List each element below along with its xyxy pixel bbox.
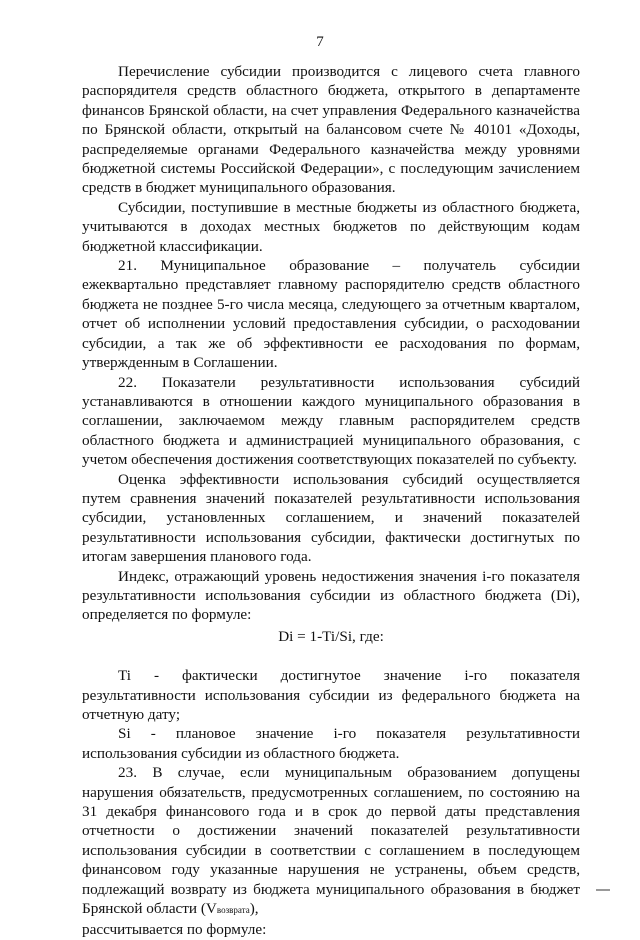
definition-ti: Ti - фактически достигнутое значение i-го показателя результативности использования субсидии из федерального бюджета на отчетную дату; <box>82 667 580 723</box>
paragraph-23 <box>82 763 580 920</box>
formula-di: Di = 1-Ti/Si, где: <box>278 627 384 645</box>
paragraph-index: Индекс, отражающий уровень недостижения значения i-го показателя результативности использования субсидии из областного бюджета (Di), определяется по формуле: <box>82 567 580 624</box>
paragraph-calc: рассчитывается по формуле: <box>82 921 267 939</box>
paragraph-subsidies-accounting: Субсидии, поступившие в местные бюджеты из областного бюджета, учитываются в доходах местных бюджетов по действующим кодам бюджетной классификации. <box>82 198 580 255</box>
paragraph-23-text: 23. В случае, если муниципальным образованием допущены нарушения обязательств, предусмотренных соглашением, по состоянию на 31 декабря финансового года и в срок до первой даты представления отчетности о достижении значений показателей результативности использования субсидии в соответствии с соглашением в последующем финансовом году указанные нарушения не устранены, объем средств, подлежащий возврату из бюджета муниципального образования в бюджет Брянской области (V <box>82 764 580 918</box>
scan-edge-mark <box>596 889 610 891</box>
paragraph-22: 22. Показатели результативности использования субсидий устанавливаются в отношении каждого муниципального образования в соглашении, заключаемом между главным распорядителем средств областного бюджета и администрацией муниципального образования, с учетом обеспечения достижения соответствующих показателей по субъекту. <box>82 373 580 469</box>
definition-si: Si - плановое значение i-го показателя результативности использования субсидии из областного бюджета. <box>82 725 580 762</box>
paragraph-21: 21. Муниципальное образование – получатель субсидии ежеквартально представляет главному распорядителю средств областного бюджета не позднее 5-го числа месяца, следующего за отчетным кварталом, отчет об исполнении условий предоставления субсидии, о расходовании субсидии, а так же об эффективности ее расходования по формам, утвержденным в Соглашении. <box>82 257 580 372</box>
paragraph-23-end: ), <box>249 900 259 918</box>
document-body <box>82 62 580 940</box>
page-number: 7 <box>316 34 324 50</box>
paragraph-efficiency: Оценка эффективности использования субсидий осуществляется путем сравнения значений показателей результативности использования субсидии, установленных соглашением, и значений показателей результативности использования субсидии, фактически достигнутых по итогам завершения планового года. <box>82 470 580 566</box>
v-return-subscript: возврата <box>216 905 250 916</box>
paragraph-transfer: Перечисление субсидии производится с лицевого счета главного распорядителя средств областного бюджета, открытого в департаменте финансов Брянской области, на счет управления Федерального казначейства по Брянской области, открытый на балансовом счете № 40101 «Доходы, распределяемые органами Федерального казначейства между уровнями бюджетной системы Российской Федерации», с последующим зачислением средств в бюджет муниципального образования. <box>82 63 580 197</box>
